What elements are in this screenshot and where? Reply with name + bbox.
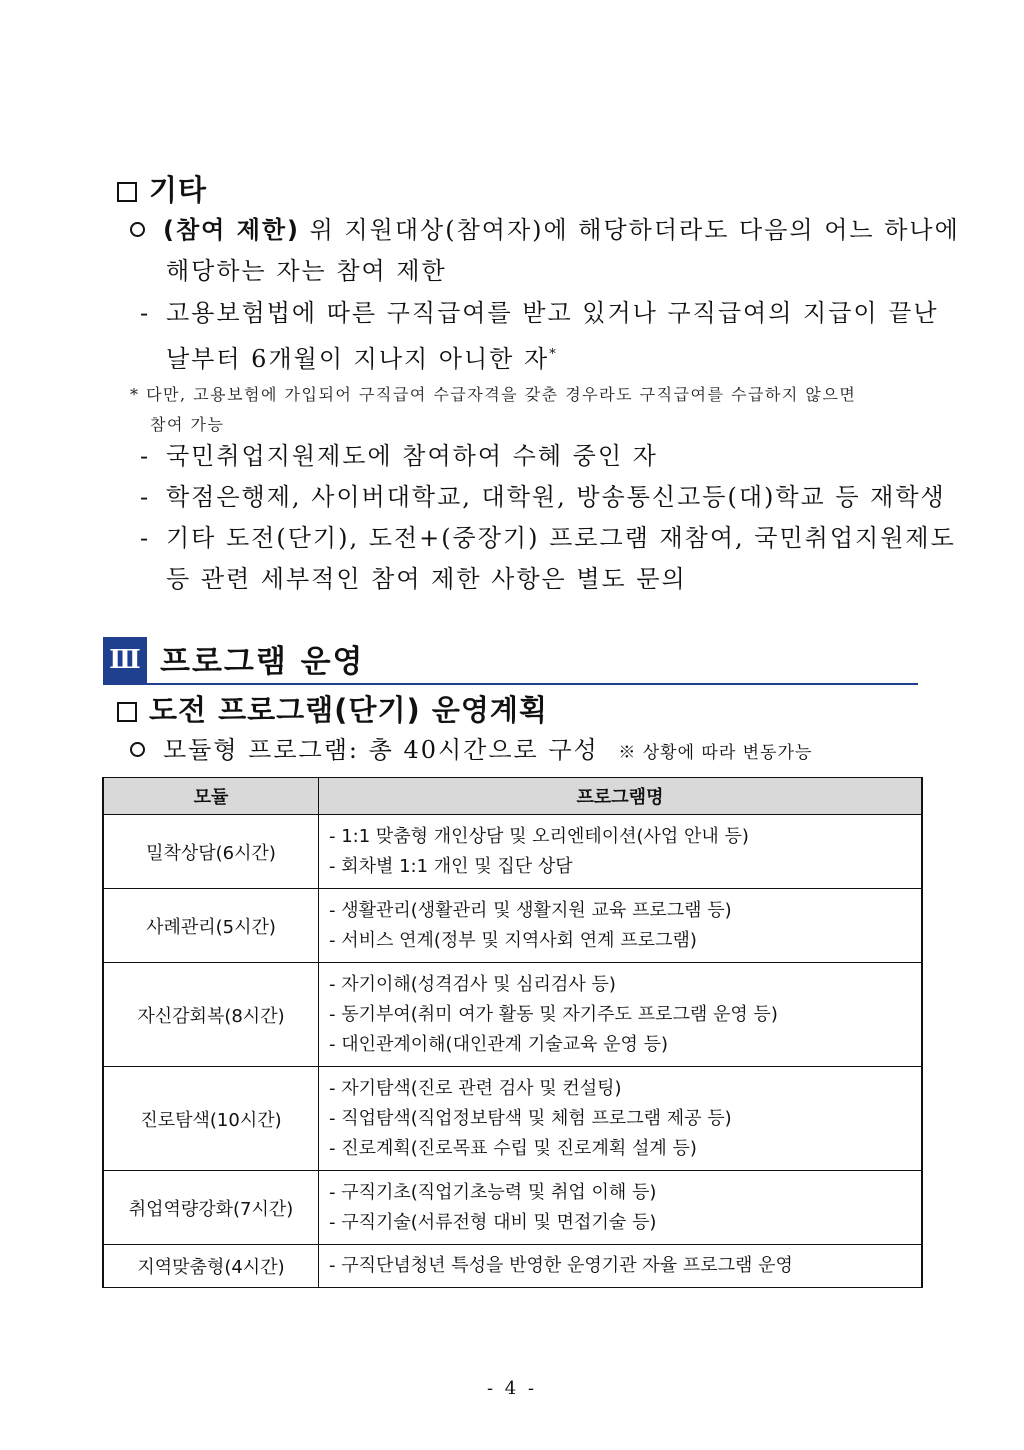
program-item: - 직업탐색(직업정보탐색 및 체험 프로그램 제공 등)	[329, 1107, 732, 1129]
program-item: - 대인관계이해(대인관계 기술교육 운영 등)	[329, 1033, 669, 1055]
program-cell	[319, 889, 923, 963]
section-etc-heading	[117, 168, 207, 209]
module-cell: 지역맞춤형(4시간)	[103, 1245, 319, 1288]
table-row	[103, 1171, 922, 1245]
section3-underline	[103, 683, 918, 685]
section-number-badge: Ⅲ	[103, 637, 147, 683]
program-cell	[319, 963, 923, 1067]
restriction-item-1: - 고용보험법에 따른 구직급여를 받고 있거나 구직급여의 지급이 끝난 날부터 6개월이 지나지 아니한 자*	[140, 299, 939, 373]
restriction-item-4: - 기타 도전(단기), 도전+(중장기) 프로그램 재참여, 국민취업지원제도 등 관련 세부적인 참여 제한 사항은 별도 문의	[140, 518, 940, 600]
section3-title: 프로그램 운영	[160, 644, 365, 680]
program-cell	[319, 1245, 923, 1288]
program-item: - 구직기술(서류전형 대비 및 면접기술 등)	[329, 1211, 657, 1233]
program-item: - 구직기초(직업기초능력 및 취업 이해 등)	[329, 1181, 657, 1203]
subsection-heading	[117, 688, 548, 729]
program-item: - 진로계획(진로목표 수립 및 진로계획 설계 등)	[329, 1137, 697, 1159]
program-item: - 회차별 1:1 개인 및 집단 상담	[329, 855, 573, 877]
footnote	[130, 380, 930, 440]
restriction-line2: 해당하는 자는 참여 제한	[166, 257, 447, 285]
page-number: - 4 -	[486, 1378, 538, 1399]
program-cell	[319, 1171, 923, 1245]
subsection-title: 도전 프로그램(단기) 운영계획	[149, 693, 548, 727]
restriction-paragraph	[130, 210, 960, 292]
module-cell: 사례관리(5시간)	[103, 889, 319, 963]
item-1-line2: 날부터 6개월이 지나지 아니한 자	[166, 345, 550, 373]
item-4-line1: 기타 도전(단기), 도전+(중장기) 프로그램 재참여, 국민취업지원제도	[166, 524, 956, 552]
column-header-program: 프로그램명	[319, 778, 923, 815]
program-cell	[319, 1067, 923, 1171]
module-cell: 취업역량강화(7시간)	[103, 1171, 319, 1245]
item-1-line1: 고용보험법에 따른 구직급여를 받고 있거나 구직급여의 지급이 끝난	[166, 299, 939, 327]
program-item: - 자기이해(성격검사 및 심리검사 등)	[329, 973, 616, 995]
table-row	[103, 889, 922, 963]
footnote-line1: * 다만, 고용보험에 가입되어 구직급여 수급자격을 갖춘 경우라도 구직급여를 수급하지 않으면	[130, 385, 857, 404]
table-row	[103, 1067, 922, 1171]
table-row	[103, 963, 922, 1067]
footnote-line2: 참여 가능	[150, 415, 225, 434]
restriction-item-2: - 국민취업지원제도에 참여하여 수혜 중인 자	[140, 442, 658, 470]
restriction-lead: (참여 제한)	[163, 216, 301, 244]
module-note: ※ 상황에 따라 변동가능	[618, 743, 813, 763]
item-3-text: 학점은행제, 사이버대학교, 대학원, 방송통신고등(대)학교 등 재학생	[166, 483, 946, 511]
restriction-line1: 위 지원대상(참여자)에 해당하더라도 다음의 어느 하나에	[309, 216, 960, 244]
table-row	[103, 815, 922, 889]
module-text: 모듈형 프로그램: 총 40시간으로 구성	[163, 736, 599, 764]
column-header-module: 모듈	[103, 778, 319, 815]
table-header-row	[103, 778, 922, 815]
module-summary	[130, 730, 812, 774]
program-item: - 1:1 맞춤형 개인상담 및 오리엔테이션(사업 안내 등)	[329, 825, 749, 847]
section-etc-title: 기타	[149, 173, 208, 207]
program-item: - 동기부여(취미 여가 활동 및 자기주도 프로그램 운영 등)	[329, 1003, 778, 1025]
restriction-item-3: - 학점은행제, 사이버대학교, 대학원, 방송통신고등(대)학교 등 재학생	[140, 483, 946, 511]
program-cell	[319, 815, 923, 889]
table-row	[103, 1245, 922, 1288]
module-cell: 밀착상담(6시간)	[103, 815, 319, 889]
checkbox-square-icon	[117, 182, 137, 202]
program-item: - 생활관리(생활관리 및 생활지원 교육 프로그램 등)	[329, 899, 732, 921]
program-table	[102, 777, 923, 1288]
module-cell: 진로탐색(10시간)	[103, 1067, 319, 1171]
program-item: - 서비스 연계(정부 및 지역사회 연계 프로그램)	[329, 929, 697, 951]
item-1-footnote-marker: *	[549, 347, 558, 362]
program-item: - 구직단념청년 특성을 반영한 운영기관 자율 프로그램 운영	[329, 1255, 793, 1276]
circle-bullet-icon	[130, 222, 145, 237]
module-cell: 자신감회복(8시간)	[103, 963, 319, 1067]
circle-bullet-icon	[130, 742, 145, 757]
item-4-line2: 등 관련 세부적인 참여 제한 사항은 별도 문의	[166, 565, 687, 593]
item-2-text: 국민취업지원제도에 참여하여 수혜 중인 자	[166, 442, 658, 470]
checkbox-square-icon	[117, 702, 137, 722]
program-item: - 자기탐색(진로 관련 검사 및 컨설팅)	[329, 1077, 622, 1099]
